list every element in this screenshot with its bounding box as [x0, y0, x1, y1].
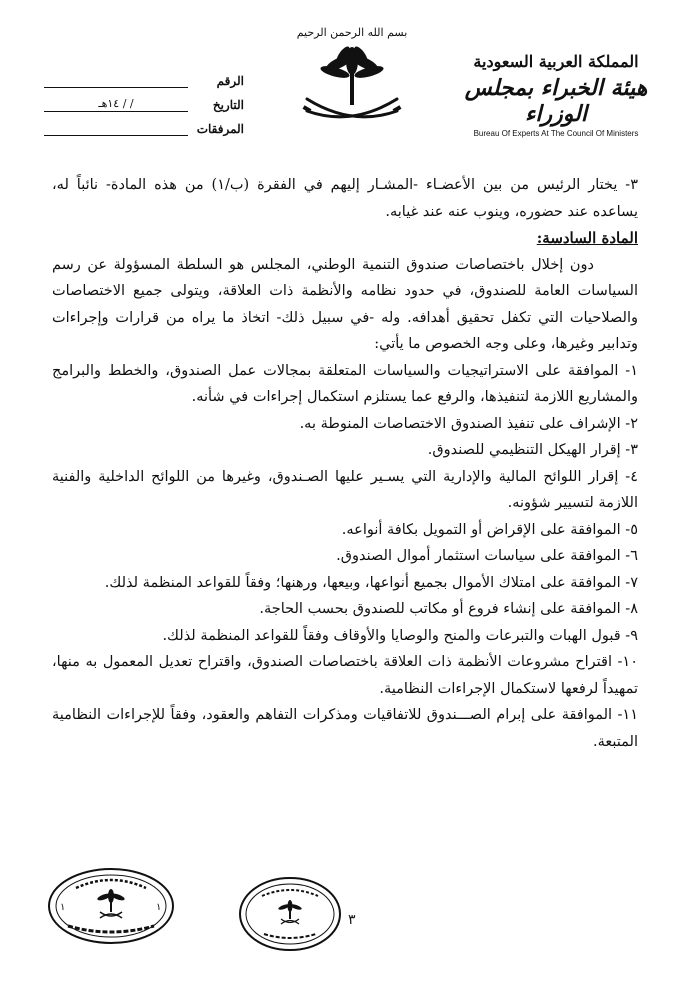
document-body [52, 172, 638, 755]
attachments-value [44, 121, 188, 136]
list-item: ١- الموافقة على الاستراتيجيات والسياسات المتعلقة بمجالات عمل الصندوق، والخطط والبرامج والمشاريع اللازمة لتنفيذها، والرفع عما يستلزم استكمال إجراءات في شأنه. [52, 362, 638, 405]
paragraph-item-3: ٣- يختار الرئيس من بين الأعضـاء -المشـار إليهم في الفقرة (ب/١) من هذه المادة- نائباً له، يساعده عند حضوره، وينوب عنه عند غيابه. [52, 177, 639, 220]
council-seal-stamp-icon [238, 876, 342, 956]
svg-text:١: ١ [156, 902, 162, 913]
date-row [44, 88, 244, 112]
bureau-seal-stamp-icon [46, 866, 176, 950]
list-item: ٤- إقرار اللوائح المالية والإدارية التي يسـير عليها الصـندوق، وغيرها من اللوائح الداخلية والفنية اللازمة لتسيير شؤونه. [52, 468, 638, 511]
bureau-english-name: Bureau Of Experts At The Council Of Ministers [473, 129, 639, 138]
emblem-header [292, 26, 412, 135]
list-item: ٢- الإشراف على تنفيذ الصندوق الاختصاصات المنوطة به. [299, 415, 638, 432]
date-label: التاريخ [212, 98, 244, 112]
list-item: ٥- الموافقة على الإقراض أو التمويل بكافة أنواعه. [341, 521, 638, 538]
list-item: ١٠- اقتراح مشروعات الأنظمة ذات العلاقة باختصاصات الصندوق، واقتراح تعديل المعمول به منها، تمهيداً لرفعها لاستكمال الإجراءات النظامية. [52, 654, 638, 697]
list-item: ٣- إقرار الهيكل التنظيمي للصندوق. [427, 442, 638, 458]
reference-fields [44, 64, 244, 136]
reference-number-value [44, 73, 188, 88]
list-item: ٧- الموافقة على امتلاك الأموال بجميع أنواعها، وبيعها، ورهنها؛ وفقاً للقواعد المنظمة لذلك. [104, 574, 638, 591]
reference-number-label: الرقم [216, 74, 244, 88]
svg-text:١: ١ [60, 902, 66, 913]
palm-swords-emblem-icon [292, 41, 412, 135]
bureau-logo-text: هيئة الخبراء بمجلس الوزراء [464, 75, 648, 127]
article-heading: المادة السادسة: [536, 229, 638, 247]
basmala: بسم الله الرحمن الرحيم [296, 26, 408, 39]
organization-header [456, 52, 656, 138]
list-item: ٨- الموافقة على إنشاء فروع أو مكاتب للصندوق بحسب الحاجة. [259, 601, 638, 617]
attachments-label: المرفقات [196, 122, 244, 136]
page-number: ٣ [348, 912, 356, 928]
list-item: ٩- قبول الهبات والتبرعات والمنح والوصايا والأوقاف وفقاً للقواعد المنظمة لذلك. [162, 627, 638, 644]
date-value: / / ١٤هـ [44, 97, 188, 112]
list-item: ١١- الموافقة على إبرام الصـــندوق للاتفاقيات ومذكرات التفاهم والعقود، وفقاً للإجراءات النظامية المتبعة. [52, 707, 638, 750]
attachments-row [44, 112, 244, 136]
kingdom-name: المملكة العربية السعودية [473, 52, 639, 71]
reference-number-row [44, 64, 244, 88]
list-item: ٦- الموافقة على سياسات استثمار أموال الصندوق. [336, 548, 638, 564]
article-intro: دون إخلال باختصاصات صندوق التنمية الوطني، المجلس هو السلطة المسؤولة عن رسم السياسات العامة للصندوق، في حدود نظامه والأنظمة ذات العلاقة، ويتولى جميع الاختصاصات والصلاحيات التي تكفل تحقيق أهدافه. وله -في سبيل ذلك- اتخاذ ما يراه من قرارات وإجراءات وتدابير وغيرها، وعلى وجه الخصوص ما يأتي: [52, 256, 638, 352]
